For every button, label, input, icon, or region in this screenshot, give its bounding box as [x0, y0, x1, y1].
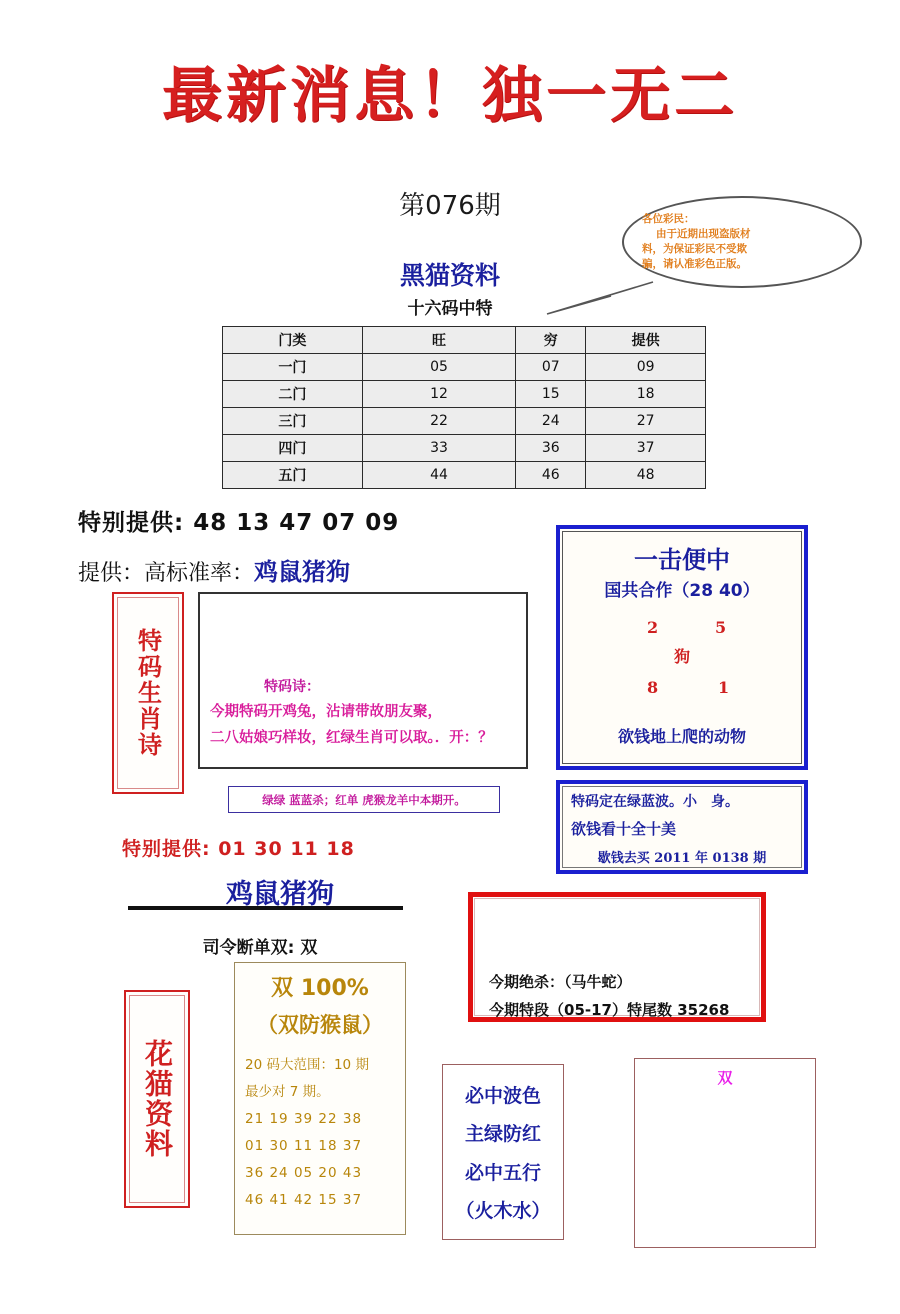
notice-line-4: 骗，请认准彩色正版。	[642, 257, 747, 270]
issue-number: 第076期	[399, 191, 501, 221]
divider-rule	[128, 906, 403, 910]
siling-answer: 双	[300, 938, 318, 958]
juesha-line-1: 今期绝杀：（马牛蛇）	[489, 973, 632, 991]
blank-panel	[634, 1058, 816, 1248]
yijibianzhong-subtitle: 国共合作（28 40）	[604, 581, 760, 601]
table-row	[223, 435, 706, 462]
th-tigong: 提供	[586, 327, 706, 354]
bose-panel	[442, 1064, 564, 1240]
yijibianzhong-num-1: 2	[647, 618, 659, 637]
cell-value: 48	[586, 462, 706, 489]
number-row: 46 41 42 15 37	[245, 1192, 363, 1208]
cell-value: 22	[362, 408, 516, 435]
temading-panel	[556, 780, 808, 874]
poem-line-2: 二八姑娘巧样妆，红绿生肖可以取。．开：？	[210, 730, 493, 746]
table-row	[223, 408, 706, 435]
number-row: 21 19 39 22 38	[245, 1111, 363, 1127]
huamao-vertical-label: 花猫资料	[141, 1039, 174, 1159]
heimao-subtitle: 十六码中特	[407, 299, 493, 319]
poem-line-1: 今期特码开鸡兔，沾请带故朋友聚，	[210, 704, 442, 720]
special-offer-2: 特别提供: 01 30 11 18	[122, 838, 355, 860]
heimao-title: 黑猫资料	[399, 261, 500, 290]
shuang-100-subtitle: （双防猴鼠）	[257, 1013, 383, 1037]
cell-value: 36	[516, 435, 586, 462]
yijibianzhong-mid-zodiac: 狗	[673, 647, 690, 666]
purple-note-text: 绿绿 蓝蓝杀；红单 虎猴龙羊中本期开。	[262, 792, 466, 807]
notice-line-2: 由于近期出现盗版材	[656, 227, 751, 240]
shuang-100-note-1: 20 码大范围：10 期	[245, 1057, 369, 1073]
yijibianzhong-num-3: 8	[647, 678, 659, 697]
temase-vertical-panel	[112, 592, 184, 794]
cell-value: 12	[362, 381, 516, 408]
th-qiong: 穷	[516, 327, 586, 354]
temading-line-1: 特码定在绿蓝波。小 身。	[571, 794, 739, 810]
temase-vertical-inner	[117, 597, 179, 789]
cell-value: 33	[362, 435, 516, 462]
shuang-100-title: 双 100%	[271, 976, 369, 1001]
bubble-tail-icon	[545, 280, 655, 316]
bose-line-3: 必中五行	[464, 1161, 541, 1184]
tigong-line	[78, 552, 350, 587]
cell-label: 二门	[223, 381, 363, 408]
siling-label: 司令断单双:	[202, 938, 295, 958]
table-row	[223, 462, 706, 489]
cell-label: 五门	[223, 462, 363, 489]
cell-label: 三门	[223, 408, 363, 435]
huamao-vertical-inner	[129, 995, 185, 1203]
table-row	[223, 381, 706, 408]
siling-line	[0, 933, 520, 958]
special-offer-1: 特别提供: 48 13 47 07 09	[78, 510, 400, 536]
table-row	[223, 354, 706, 381]
bose-line-2: 主绿防红	[464, 1123, 541, 1146]
cell-value: 27	[586, 408, 706, 435]
cell-value: 07	[516, 354, 586, 381]
cell-value: 46	[516, 462, 586, 489]
yijibianzhong-num-4: 1	[718, 678, 730, 697]
yijibianzhong-footer: 欲钱地上爬的动物	[617, 727, 746, 746]
notice-line-3: 料，为保证彩民不受欺	[642, 242, 747, 255]
blank-panel-tag: 双	[717, 1069, 733, 1087]
notice-line-1: 各位彩民：	[642, 213, 695, 225]
bose-line-1: 必中波色	[464, 1084, 541, 1107]
page-title: 最新消息！独一无二	[162, 61, 738, 131]
temading-inner	[562, 786, 802, 868]
cell-value: 15	[516, 381, 586, 408]
notice-bubble-text	[642, 212, 842, 272]
number-row: 36 24 05 20 43	[245, 1165, 363, 1181]
number-row: 01 30 11 18 37	[245, 1138, 363, 1154]
cell-label: 一门	[223, 354, 363, 381]
shuang-100-panel	[234, 962, 406, 1235]
temading-line-2: 欲钱看十全十美	[571, 820, 677, 838]
cell-value: 18	[586, 381, 706, 408]
th-menlei: 门类	[223, 327, 363, 354]
th-wang: 旺	[362, 327, 516, 354]
shuang-100-note-2: 最少对 7 期。	[245, 1084, 330, 1100]
huamao-vertical-panel	[124, 990, 190, 1208]
cell-value: 37	[586, 435, 706, 462]
forecast-table	[222, 326, 706, 489]
yijibianzhong-panel	[556, 525, 808, 770]
juesha-panel	[468, 892, 766, 1022]
poem-title: 特码诗：	[264, 679, 320, 695]
juesha-inner	[474, 898, 760, 1019]
table-header-row	[223, 327, 706, 354]
juesha-line-2: 今期特段（05-17）特尾数 35268	[489, 1001, 730, 1019]
bose-line-4: （火木水）	[455, 1200, 551, 1223]
purple-note-box	[228, 786, 500, 813]
cell-value: 44	[362, 462, 516, 489]
yijibianzhong-inner	[562, 531, 802, 764]
temading-line-3: 歇钱去买 2011 年 0138 期	[597, 851, 767, 866]
cell-label: 四门	[223, 435, 363, 462]
zodiac-headline: 鸡鼠猪狗	[226, 879, 334, 910]
yijibianzhong-num-2: 5	[715, 618, 727, 637]
tigong-zodiacs: 鸡鼠猪狗	[254, 557, 351, 586]
cell-value: 24	[516, 408, 586, 435]
cell-value: 05	[362, 354, 516, 381]
yijibianzhong-title: 一击便中	[634, 545, 730, 574]
cell-value: 09	[586, 354, 706, 381]
temase-vertical-label: 特码生肖诗	[133, 628, 163, 758]
tigong-prefix: 提供：高标准率：	[78, 561, 255, 586]
